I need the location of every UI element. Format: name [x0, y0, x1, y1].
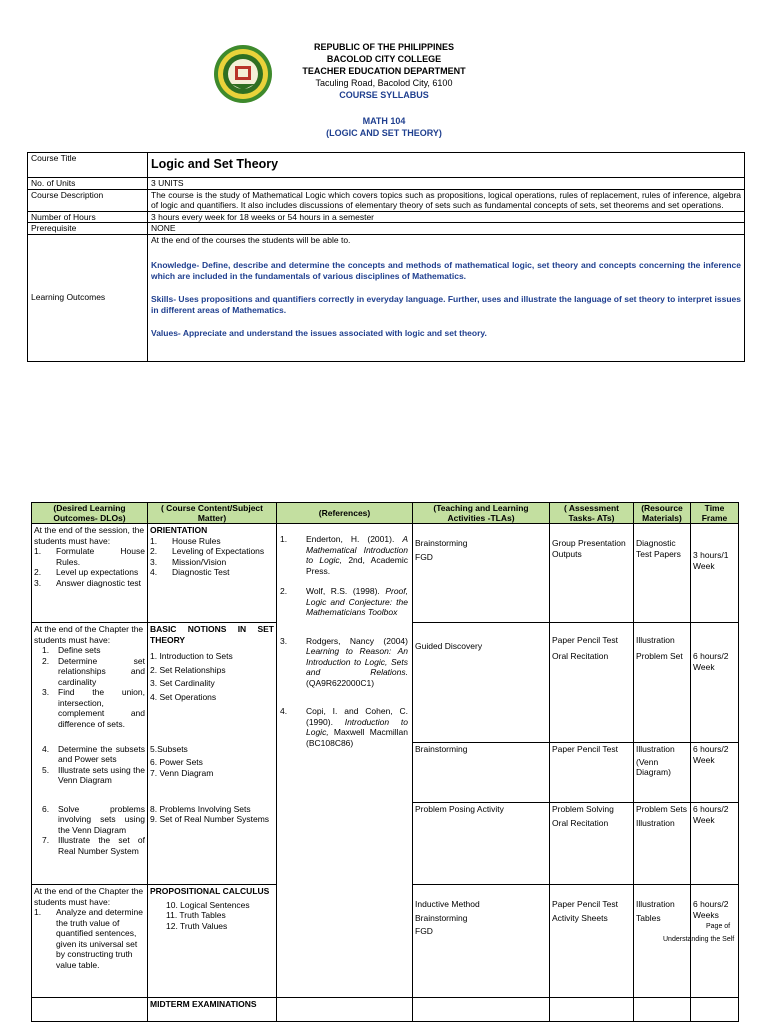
- r2-assessment: [550, 623, 634, 743]
- r1-assessment: Group Presentation Outputs: [550, 524, 634, 623]
- understanding-self-overlay: Understanding the Self: [663, 936, 735, 943]
- item-text: Determine the subsets and Power sets: [58, 743, 145, 764]
- tla-item: FGD: [415, 551, 433, 562]
- item-number: 1.: [42, 645, 50, 655]
- course-subtitle: (LOGIC AND SET THEORY): [326, 128, 442, 138]
- item-text: Analyze and determine the truth value of quantified sentences, given its universal set by constructing truth value table.: [56, 907, 143, 970]
- item-text: Determine set relationships and cardinality: [58, 655, 145, 687]
- item-number: 4.: [42, 743, 50, 754]
- r3-assessment: Paper Pencil Test: [550, 743, 634, 803]
- list-item: [34, 687, 145, 729]
- col-timeframe: Time Frame: [691, 503, 739, 524]
- resource-item: Illustration: [636, 817, 675, 828]
- item-text: Leveling of Expectations: [172, 546, 265, 556]
- r3-tla: Brainstorming: [413, 743, 550, 803]
- item-text: Find the union, intersection, complement and difference of sets.: [58, 687, 145, 729]
- r6-timeframe: [691, 998, 739, 1022]
- resource-item: Problem Sets: [636, 804, 688, 814]
- assessment-item: Paper Pencil Test: [552, 899, 618, 909]
- doc-type: COURSE SYLLABUS: [339, 90, 429, 100]
- dlo-intro: At the end of the session, the students must have:: [34, 525, 145, 546]
- r4-resources: [634, 803, 691, 885]
- ref-publisher: (QA9R622000C1): [306, 677, 375, 688]
- item-text: Illustrate sets using the Venn Diagram: [58, 764, 145, 785]
- ref-number: 2.: [280, 586, 288, 596]
- outcome-skills: Skills- Uses propositions and quantifiers correctly in everyday language. Further, uses and illustrate the language of set theory to interpret issues in different areas of Mathematics.: [151, 294, 741, 315]
- r1-resources: Diagnostic Test Papers: [634, 524, 691, 623]
- syllabus-table: [31, 502, 739, 1022]
- r4-timeframe: 6 hours/2 Week: [691, 803, 739, 885]
- r4-content: [148, 803, 277, 885]
- course-info-table: [27, 152, 745, 362]
- content-item: 2. Set Relationships: [150, 664, 226, 675]
- content-item: 10. Logical Sentences: [166, 899, 250, 910]
- reference-item: [280, 636, 408, 689]
- item-number: 6.: [42, 803, 50, 814]
- college-seal-icon: [213, 44, 273, 104]
- list-item: [34, 765, 145, 786]
- tla-item: FGD: [415, 926, 433, 936]
- description-label: Course Description: [28, 189, 148, 211]
- course-title: Logic and Set Theory: [151, 157, 279, 171]
- ref-number: 3.: [280, 635, 288, 646]
- r5-tla: [413, 885, 550, 998]
- item-text: Formulate House Rules.: [56, 546, 145, 567]
- prerequisite-label: Prerequisite: [28, 223, 148, 235]
- outcomes-label-text: Learning Outcomes: [31, 292, 106, 303]
- r2-timeframe: 6 hours/2 Week: [691, 623, 739, 743]
- list-item: [34, 744, 145, 765]
- resource-item: (Venn Diagram): [636, 756, 671, 777]
- item-number: 4.: [150, 567, 158, 577]
- assessment-item: Activity Sheets: [552, 912, 608, 923]
- resource-item: Illustration: [636, 744, 675, 754]
- item-number: 2.: [150, 546, 158, 556]
- list-item: [34, 656, 145, 688]
- resource-item: Tables: [636, 912, 661, 923]
- col-tla: (Teaching and Learning Activities -TLAs): [413, 503, 550, 524]
- r2-resources: [634, 623, 691, 743]
- hours-label: Number of Hours: [28, 211, 148, 223]
- dlo-intro: At the end of the Chapter the students must have:: [34, 624, 144, 645]
- r6-content: [148, 998, 277, 1022]
- item-number: 3.: [42, 687, 50, 697]
- list-item: [34, 567, 145, 578]
- assessment-item: Paper Pencil Test: [552, 635, 618, 645]
- assessment-item: Oral Recitation: [552, 817, 609, 828]
- r5-dlo: [32, 885, 148, 998]
- item-number: 2.: [34, 567, 42, 577]
- header-line-2: BACOLOD CITY COLLEGE: [326, 54, 442, 64]
- ref-author: Copi, I. and Cohen, C. (1990).: [306, 706, 408, 727]
- item-number: 5.: [42, 764, 50, 775]
- r3-content: [148, 743, 277, 803]
- ref-title: Introduction to Logic,: [306, 716, 409, 737]
- col-content: ( Course Content/Subject Matter): [148, 503, 277, 524]
- references-cell: [277, 524, 413, 998]
- content-item: 6. Power Sets: [150, 757, 203, 767]
- r4-tla: Problem Posing Activity: [413, 803, 550, 885]
- resource-item: Problem Set: [636, 650, 683, 661]
- list-item: [150, 546, 274, 557]
- r6-references: [277, 998, 413, 1022]
- table-row: [32, 998, 739, 1022]
- item-number: 1.: [150, 535, 158, 546]
- list-item: [34, 835, 145, 856]
- list-item: [34, 578, 145, 589]
- content-item: 1. Introduction to Sets: [150, 651, 233, 661]
- outcome-values: Values- Appreciate and understand the issues associated with logic and set theory.: [151, 328, 487, 338]
- header-line-3: TEACHER EDUCATION DEPARTMENT: [302, 66, 466, 76]
- header-line-1: REPUBLIC OF THE PHILIPPINES: [313, 42, 454, 52]
- tla-item: Brainstorming: [415, 912, 468, 923]
- prerequisite-value: NONE: [148, 223, 745, 235]
- outcomes-intro: At the end of the courses the students will be able to.: [151, 234, 351, 245]
- content-item: 12. Truth Values: [166, 920, 228, 931]
- item-text: Mission/Vision: [172, 556, 227, 567]
- item-text: Level up expectations: [56, 567, 139, 577]
- outcome-knowledge: Knowledge- Define, describe and determine the concepts and methods of mathematical logic, set theory and concepts concerning the inference which are included in the fundamentals of various disciplines of Mathematics.: [151, 260, 741, 281]
- reference-item: [280, 586, 408, 618]
- resource-item: Illustration: [636, 899, 675, 909]
- list-item: [34, 907, 145, 970]
- r1-timeframe: 3 hours/1 Week: [691, 524, 739, 623]
- tla-item: Brainstorming: [415, 538, 468, 548]
- course-code-block: [280, 115, 488, 139]
- timeframe-value: 6 hours/2 Weeks: [693, 899, 729, 920]
- r6-assessment: [550, 998, 634, 1022]
- tla-item: Inductive Method: [415, 899, 480, 909]
- col-assessment: ( Assessment Tasks- ATs): [550, 503, 634, 524]
- course-title-label: Course Title: [28, 153, 148, 178]
- content-heading: ORIENTATION: [150, 525, 208, 535]
- content-item: 4. Set Operations: [150, 691, 217, 702]
- r3-dlo: [32, 743, 148, 803]
- r3-timeframe: 6 hours/2 Week: [691, 743, 739, 803]
- description-value: The course is the study of Mathematical Logic which covers topics such as propositions, logical operations, rules of replacement, rules of inference, algebra of logic and quantifiers. It also includes discussions of elementary theory of sets such as fundamental concepts of sets, set theorems and set operations.: [148, 189, 745, 211]
- ref-number: 4.: [280, 706, 288, 716]
- table-row: [32, 524, 739, 623]
- content-heading: MIDTERM EXAMINATIONS: [150, 999, 257, 1009]
- r1-tla: [413, 524, 550, 623]
- r4-assessment: [550, 803, 634, 885]
- list-item: [34, 645, 145, 656]
- r2-content: [148, 623, 277, 743]
- ref-number: 1.: [280, 534, 288, 544]
- item-text: Define sets: [58, 645, 101, 655]
- dlo-intro: At the end of the Chapter the students must have:: [34, 886, 144, 907]
- item-text: House Rules: [172, 535, 221, 546]
- outcomes-label: [28, 234, 148, 361]
- list-item: [150, 557, 274, 568]
- assessment-item: Oral Recitation: [552, 650, 609, 661]
- units-label: No. of Units: [28, 178, 148, 190]
- item-number: 1.: [34, 907, 42, 917]
- item-text: Answer diagnostic test: [56, 577, 142, 588]
- outcomes-cell: [148, 234, 745, 361]
- r6-dlo: [32, 998, 148, 1022]
- reference-item: [280, 706, 408, 748]
- content-heading: BASIC NOTIONS IN SET THEORY: [150, 624, 274, 645]
- list-item: [150, 536, 274, 547]
- ref-author: Wolf, R.S. (1998).: [306, 586, 386, 596]
- r2-tla: Guided Discovery: [413, 623, 550, 743]
- list-item: [34, 546, 145, 567]
- ref-title: Proof, Logic and Conjecture: the Mathematicians Toolbox: [306, 586, 408, 617]
- r3-resources: [634, 743, 691, 803]
- r4-dlo: [32, 803, 148, 885]
- item-number: 1.: [34, 546, 42, 556]
- item-text: Diagnostic Test: [172, 567, 230, 577]
- ref-author: Rodgers, Nancy (2004): [306, 635, 408, 646]
- content-heading: PROPOSITIONAL CALCULUS: [150, 886, 270, 896]
- content-item: 3. Set Cardinality: [150, 678, 215, 688]
- resource-item: Illustration: [636, 635, 675, 645]
- r2-dlo: [32, 623, 148, 743]
- content-item: 5.Subsets: [150, 743, 188, 754]
- r1-content: [148, 524, 277, 623]
- course-code: MATH 104: [362, 116, 406, 126]
- col-references: (References): [277, 503, 413, 524]
- item-text: Solve problems involving sets using the Venn Diagram: [58, 803, 145, 835]
- reference-item: [280, 534, 408, 576]
- ref-publisher: Maxwell Macmillan (BC108C86): [306, 727, 408, 748]
- hours-value: 3 hours every week for 18 weeks or 54 hours in a semester: [148, 211, 745, 223]
- r6-resources: [634, 998, 691, 1022]
- r5-assessment: [550, 885, 634, 998]
- header-address: Taculing Road, Bacolod City, 6100: [315, 78, 453, 88]
- syllabus-header-row: [32, 503, 739, 524]
- r6-tla: [413, 998, 550, 1022]
- item-number: 2.: [42, 655, 50, 666]
- page-of-overlay: Page of: [706, 923, 731, 930]
- list-item: [150, 567, 274, 578]
- content-item: 8. Problems Involving Sets: [150, 803, 251, 814]
- institution-header: [280, 41, 488, 101]
- content-item: 11. Truth Tables: [166, 910, 226, 920]
- assessment-item: Problem Solving: [552, 804, 614, 814]
- item-number: 7.: [42, 835, 50, 845]
- r5-content: [148, 885, 277, 998]
- item-number: 3.: [150, 556, 158, 567]
- r1-dlo: [32, 524, 148, 623]
- content-item: 7. Venn Diagram: [150, 767, 214, 778]
- ref-title: A Mathematical Introduction to Logic,: [306, 534, 408, 565]
- col-dlo: (Desired Learning Outcomes- DLOs): [32, 503, 148, 524]
- ref-title: Learning to Reason: An Introduction to Logic, Sets and Relations.: [306, 646, 408, 677]
- item-number: 3.: [34, 577, 42, 588]
- item-text: Illustrate the set of Real Number System: [58, 835, 145, 856]
- ref-author: Enderton, H. (2001).: [306, 534, 403, 544]
- content-item: 9. Set of Real Number Systems: [150, 814, 270, 824]
- col-resources: (Resource Materials): [634, 503, 691, 524]
- list-item: [34, 804, 145, 836]
- units-value: 3 UNITS: [148, 178, 745, 190]
- ref-publisher: 2nd, Academic Press.: [306, 555, 408, 576]
